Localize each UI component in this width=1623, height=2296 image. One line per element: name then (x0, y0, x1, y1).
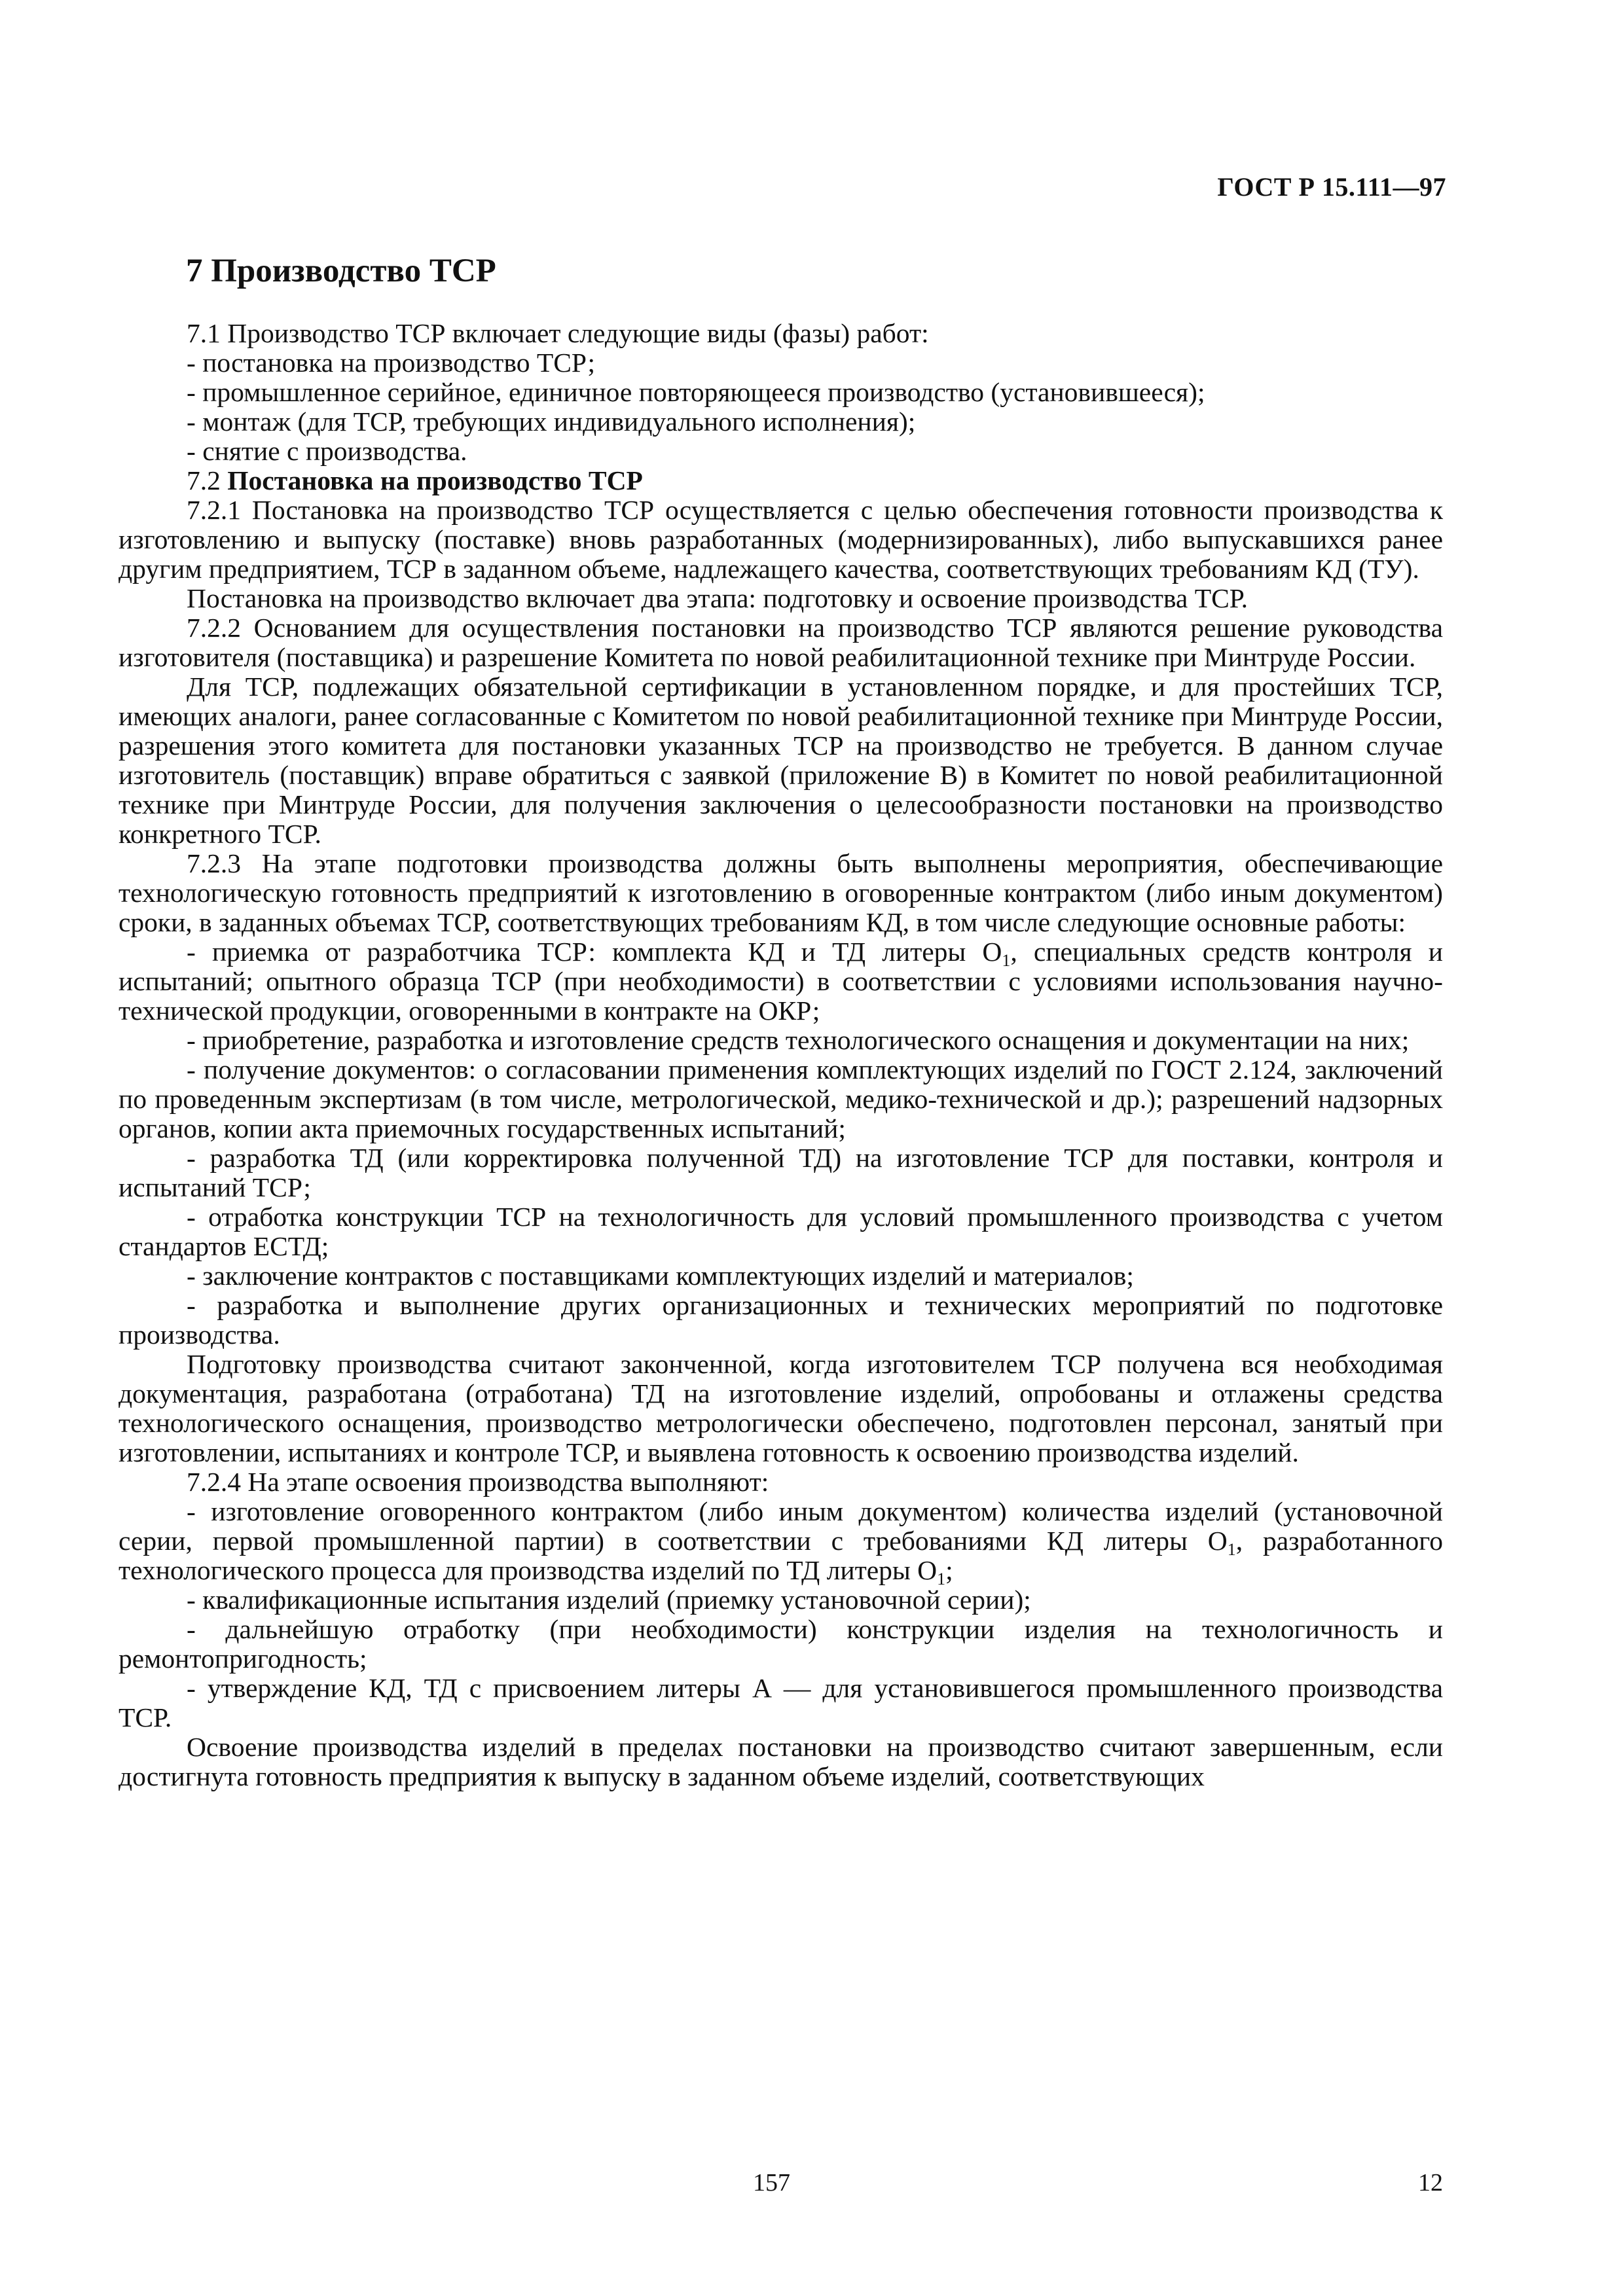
paragraph: 7.2.3 На этапе подготовки производства должны быть выполнены мероприятия, обеспечивающие технологическую готовность предприятий к изготовлению в оговоренные контрактом (либо иным документом) сроки, в заданных объемах ТСР, соответствующих требованиям КД, в том числе следующие основные работы: (119, 848, 1443, 937)
list-item-text: ; (945, 1555, 953, 1585)
subscript: 1 (937, 1570, 946, 1588)
subsection-heading (119, 466, 1443, 495)
list-item-text: - приемка от разработчика ТСР: комплекта КД и ТД литеры О (187, 937, 1002, 967)
list-item: - постановка на производство ТСР; (187, 348, 596, 378)
document-code: ГОСТ Р 15.111—97 (1217, 172, 1446, 202)
list-item: - промышленное серийное, единичное повторяющееся производство (установившееся); (187, 377, 1205, 407)
document-body (119, 319, 1443, 1791)
list-item: - разработка и выполнение других организационных и технических мероприятий по подготовке производства. (119, 1290, 1443, 1350)
list-item: - заключение контрактов с поставщиками комплектующих изделий и материалов; (187, 1261, 1134, 1291)
paragraph: 7.2.4 На этапе освоения производства выполняют: (187, 1467, 769, 1497)
list-item: - приобретение, разработка и изготовление средств технологического оснащения и документации на них; (187, 1025, 1410, 1055)
subsection-title: Постановка на производство ТСР (227, 465, 643, 495)
paragraph: Постановка на производство включает два этапа: подготовку и освоение производства ТСР. (187, 583, 1249, 613)
paragraph: Подготовку производства считают законченной, когда изготовителем ТСР получена вся необходимая документация, разработана (отработана) ТД на изготовление изделий, опробованы и отлажены средства технологического оснащения, производство метрологически обеспечено, подготовлен персонал, занятый при изготовлении, испытаниях и контроле ТСР, и выявлена готовность к освоению производства изделий. (119, 1349, 1443, 1467)
subscript: 1 (1227, 1540, 1236, 1559)
list-item (119, 1496, 1443, 1588)
paragraph: 7.2.2 Основанием для осуществления постановки на производство ТСР являются решение руководства изготовителя (поставщика) и разрешение Комитета по новой реабилитационной технике при Минтруде России. (119, 613, 1443, 672)
list-item: - снятие с производства. (187, 436, 467, 466)
list-item (119, 937, 1443, 1026)
list-item: - отработка конструкции ТСР на технологичность для условий промышленного производства с учетом стандартов ЕСТД; (119, 1202, 1443, 1261)
list-item: - монтаж (для ТСР, требующих индивидуального исполнения); (187, 406, 916, 437)
paragraph: Освоение производства изделий в пределах постановки на производство считают завершенным, если достигнута готовность предприятия к выпуску в заданном объеме изделий, соответствующих (119, 1732, 1443, 1791)
page-number: 157 (753, 2169, 790, 2197)
list-item-text: , разработанного технологического процесса для производства изделий по ТД литеры О (119, 1526, 1443, 1585)
sheet-number: 12 (1418, 2169, 1443, 2197)
subscript: 1 (1002, 951, 1011, 970)
list-item: - получение документов: о согласовании применения комплектующих изделий по ГОСТ 2.124, заключений по проведенным экспертизам (в том числе, метрологической, медико-технической и др.); разрешений надзорных органов, копии акта приемочных государственных испытаний; (119, 1054, 1443, 1143)
section-title: 7 Производство ТСР (186, 253, 496, 289)
list-item: - утверждение КД, ТД с присвоением литеры А — для установившегося промышленного производства ТСР. (119, 1673, 1443, 1732)
list-item: - квалификационные испытания изделий (приемку установочной серии); (187, 1585, 1031, 1615)
list-item-text: - изготовление оговоренного контрактом (либо иным документом) количества изделий (установочной серии, первой промышленной партии) в соответствии с требованиями КД литеры О (119, 1496, 1443, 1556)
paragraph: 7.2.1 Постановка на производство ТСР осуществляется с целью обеспечения готовности производства к изготовлению и выпуску (поставке) вновь разработанных (модернизированных), либо выпускавшихся ранее другим предприятием, ТСР в заданном объеме, надлежащего качества, соответствующих требованиям КД (ТУ). (119, 495, 1443, 584)
subsection-number: 7.2 (187, 465, 228, 495)
list-item-text: , специальных средств контроля и испытаний; опытного образца ТСР (при необходимости) в соответствии с условиями использования научно-технической продукции, оговоренными в контракте на ОКР; (119, 937, 1444, 1026)
paragraph: 7.1 Производство ТСР включает следующие виды (фазы) работ: (187, 318, 929, 348)
list-item: - разработка ТД (или корректировка полученной ТД) на изготовление ТСР для поставки, контроля и испытаний ТСР; (119, 1143, 1443, 1202)
paragraph: Для ТСР, подлежащих обязательной сертификации в установленном порядке, и для простейших ТСР, имеющих аналоги, ранее согласованные с Комитетом по новой реабилитационной технике при Минтруде России, разрешения этого комитета для постановки указанных ТСР на производство не требуется. В данном случае изготовитель (поставщик) вправе обратиться с заявкой (приложение В) в Комитет по новой реабилитационной технике при Минтруде России, для получения заключения о целесообразности постановки на производство конкретного ТСР. (119, 672, 1443, 849)
list-item: - дальнейшую отработку (при необходимости) конструкции изделия на технологичность и ремонтопригодность; (119, 1614, 1443, 1674)
